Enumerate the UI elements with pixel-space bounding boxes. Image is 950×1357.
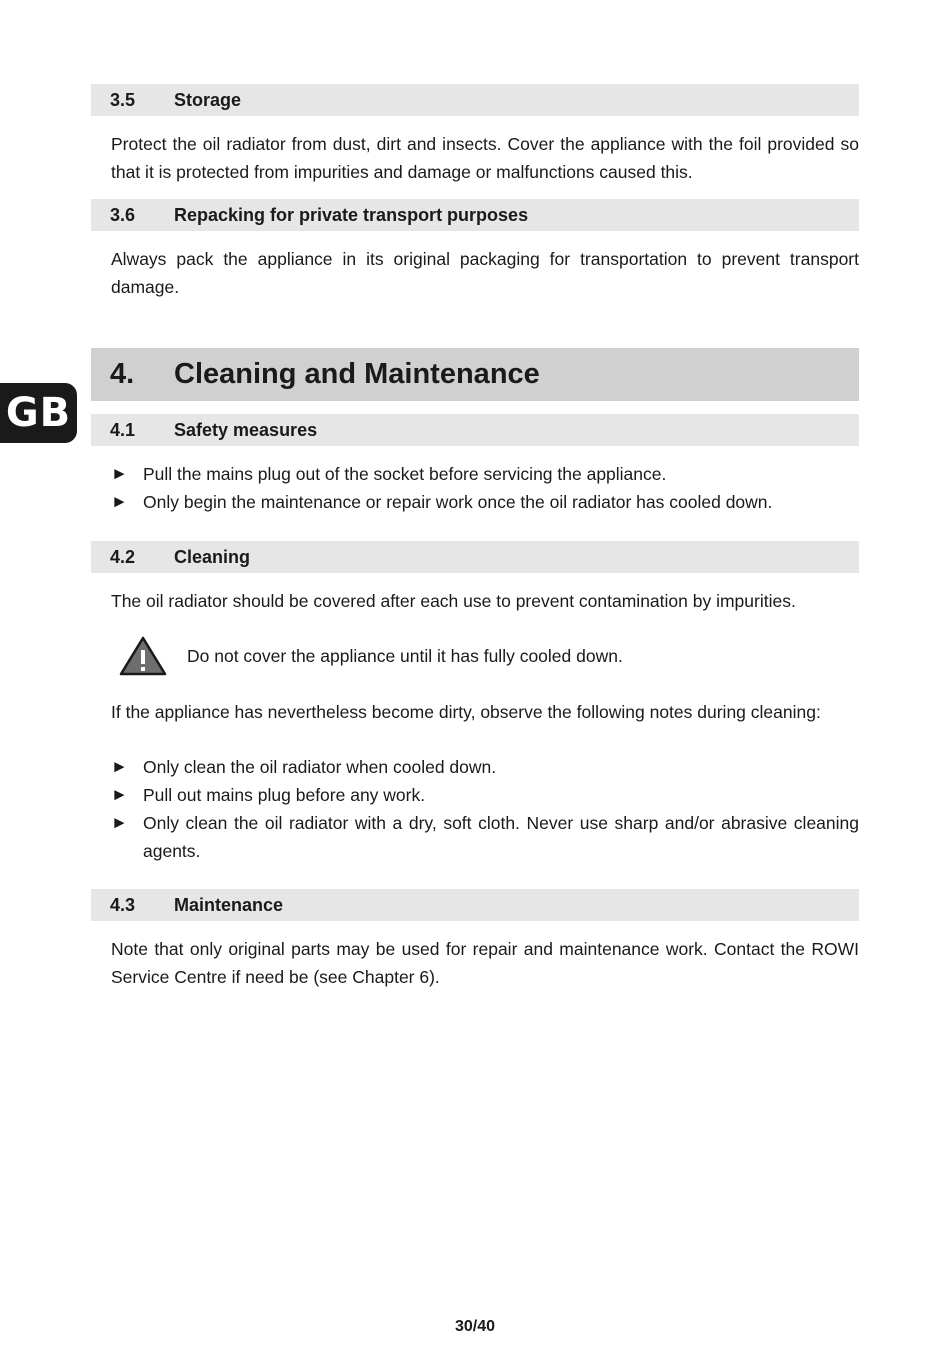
- bullet-text: Only clean the oil radiator with a dry, soft cloth. Never use sharp and/or abrasive cleaning agents.: [143, 813, 859, 861]
- bullet-text: Pull out mains plug before any work.: [143, 785, 426, 805]
- section-number: 4.1: [110, 419, 136, 440]
- warning-triangle-icon: [119, 636, 167, 676]
- chapter-number: 4.: [110, 358, 135, 390]
- section-title: Cleaning: [174, 546, 251, 567]
- bullet-arrow-icon: ►: [111, 464, 128, 483]
- chapter-heading-4: [91, 348, 859, 401]
- section-title: Maintenance: [174, 894, 284, 915]
- bullet-arrow-icon: ►: [111, 492, 128, 511]
- list-item: [111, 809, 859, 865]
- section-title: Safety measures: [174, 419, 318, 440]
- chapter-title: Cleaning and Maintenance: [174, 358, 540, 390]
- language-tab-label: GB: [5, 390, 72, 436]
- bullet-arrow-icon: ►: [111, 757, 128, 776]
- bullet-arrow-icon: ►: [111, 813, 128, 832]
- section-heading-4-2: [91, 541, 859, 573]
- section-heading-4-3: [91, 889, 859, 921]
- maintenance-paragraph: Note that only original parts may be used for repair and maintenance work. Contact the ROWI Service Centre if need be (see Chapter 6).: [111, 939, 859, 987]
- language-tab-gb: [0, 383, 77, 443]
- repacking-paragraph: Always pack the appliance in its original packaging for transportation to prevent transport damage.: [111, 249, 859, 297]
- section-heading-3-5: [91, 84, 859, 116]
- cleaning-notes-intro: If the appliance has nevertheless become dirty, observe the following notes during cleaning:: [111, 702, 821, 722]
- page-number: 30/40: [454, 1318, 496, 1335]
- section-title: Storage: [174, 89, 242, 110]
- section-number: 4.3: [110, 894, 136, 915]
- section-heading-4-1: [91, 414, 859, 446]
- section-number: 3.5: [110, 89, 136, 110]
- list-item: [111, 460, 859, 488]
- safety-bullet-list: [111, 460, 859, 516]
- section-number: 4.2: [110, 546, 136, 567]
- list-item: [111, 753, 859, 781]
- cleaning-intro-paragraph: The oil radiator should be covered after each use to prevent contamination by impurities.: [111, 591, 796, 611]
- bullet-text: Only begin the maintenance or repair work once the oil radiator has cooled down.: [143, 492, 773, 512]
- cleaning-bullet-list: [111, 753, 859, 865]
- section-number: 3.6: [110, 204, 136, 225]
- section-title: Repacking for private transport purposes: [174, 204, 529, 225]
- storage-paragraph: Protect the oil radiator from dust, dirt and insects. Cover the appliance with the foil provided so that it is protected from impurities and damage or malfunctions caused this.: [111, 134, 859, 182]
- bullet-text: Only clean the oil radiator when cooled down.: [143, 757, 497, 777]
- list-item: [111, 488, 859, 516]
- warning-text: Do not cover the appliance until it has fully cooled down.: [187, 646, 623, 666]
- bullet-text: Pull the mains plug out of the socket before servicing the appliance.: [143, 464, 667, 484]
- bullet-arrow-icon: ►: [111, 785, 128, 804]
- list-item: [111, 781, 859, 809]
- section-heading-3-6: [91, 199, 859, 231]
